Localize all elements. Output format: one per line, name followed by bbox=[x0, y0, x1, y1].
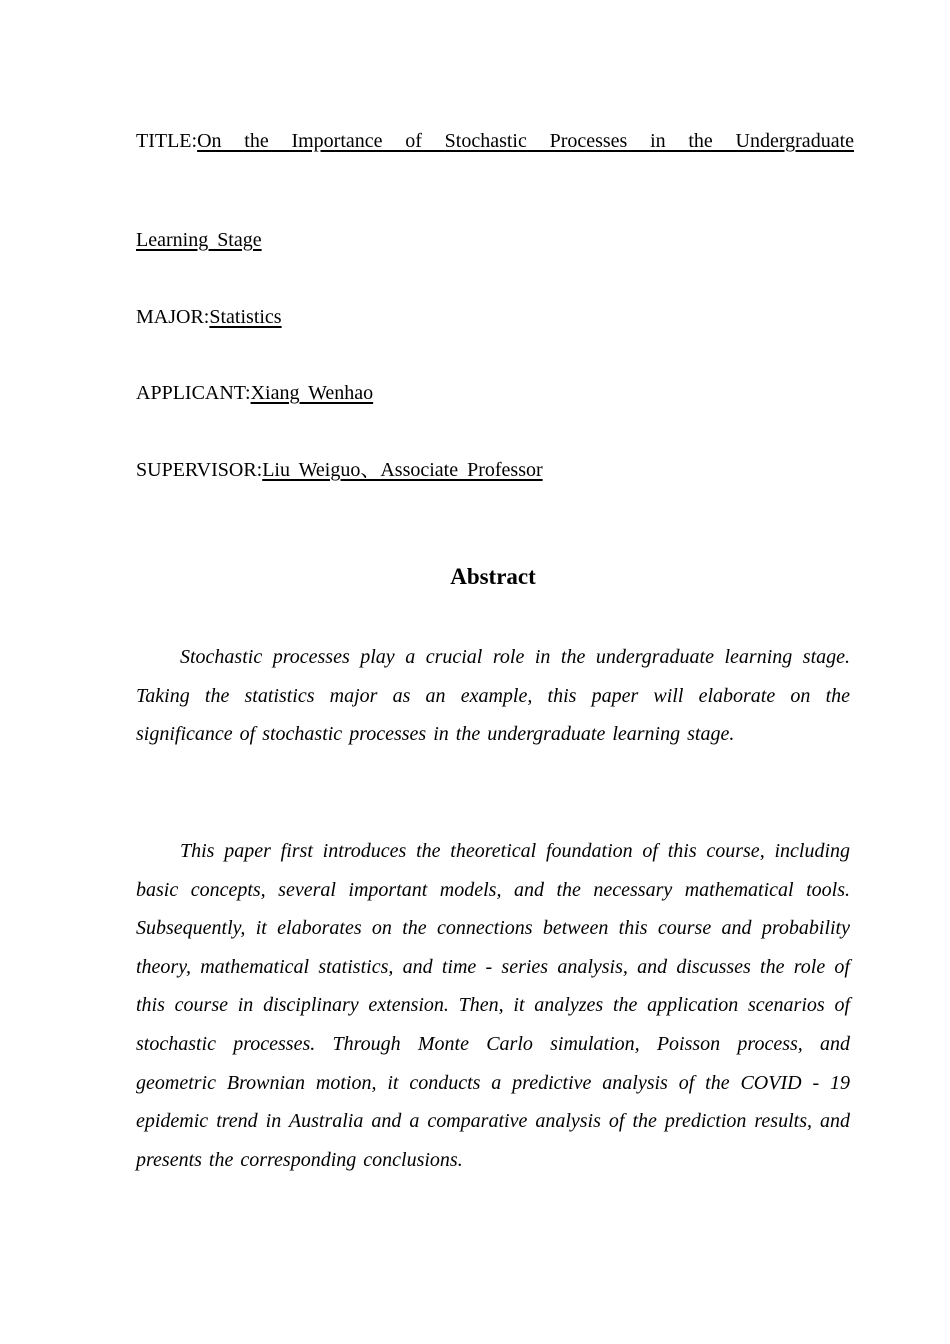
supervisor-value: Liu Weiguo、Associate Professor bbox=[262, 459, 543, 481]
title-field-continued bbox=[136, 228, 262, 252]
title-field bbox=[136, 129, 854, 153]
applicant-value: Xiang Wenhao bbox=[250, 382, 374, 404]
abstract-paragraph-1: Stochastic processes play a crucial role in the undergraduate learning stage. Taking the statistics major as an example, this paper will elaborate on the significance of stochastic processes in the undergraduate learning stage. bbox=[136, 646, 850, 746]
title-value-line2: Learning Stage bbox=[136, 229, 262, 251]
applicant-label: APPLICANT: bbox=[136, 382, 251, 404]
major-value: Statistics bbox=[209, 306, 282, 328]
title-value-line1: On the Importance of Stochastic Processes in the Undergraduate bbox=[197, 130, 854, 152]
supervisor-field bbox=[136, 458, 543, 482]
supervisor-label: SUPERVISOR: bbox=[136, 459, 263, 481]
title-label: TITLE: bbox=[136, 130, 198, 152]
major-field bbox=[136, 305, 282, 329]
abstract-heading: Abstract bbox=[450, 564, 536, 589]
applicant-field bbox=[136, 381, 373, 405]
major-label: MAJOR: bbox=[136, 306, 210, 328]
abstract-paragraph-2: This paper first introduces the theoretical foundation of this course, including basic concepts, several important models, and the necessary mathematical tools. Subsequently, it elaborates on the connections between this course and probability theory, mathematical statistics, and time - series analysis, and discusses the role of this course in disciplinary extension. Then, it analyzes the application scenarios of stochastic processes. Through Monte Carlo simulation, Poisson process, and geometric Brownian motion, it conducts a predictive analysis of the COVID - 19 epidemic trend in Australia and a comparative analysis of the prediction results, and presents the corresponding conclusions. bbox=[136, 840, 850, 1171]
